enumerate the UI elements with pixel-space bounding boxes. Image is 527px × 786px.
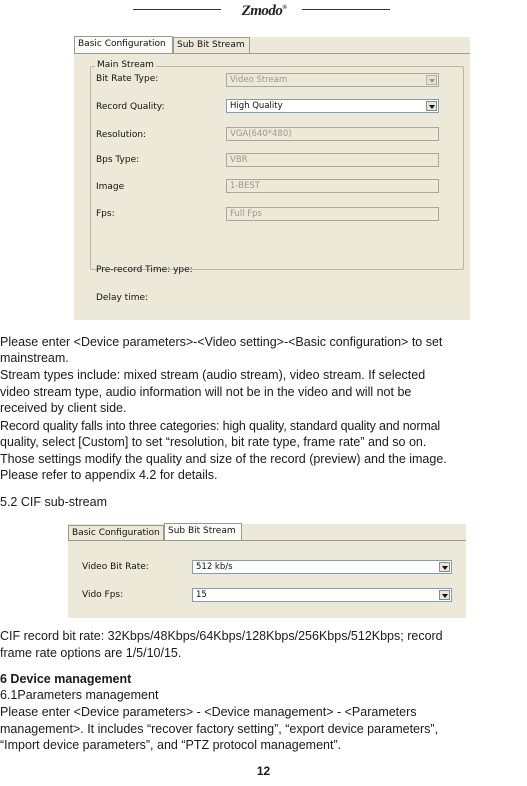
tab-basic-configuration[interactable]: Basic Configuration: [68, 525, 164, 541]
video-bit-rate-label: Video Bit Rate:: [82, 562, 149, 572]
paragraph-line: management>. It includes “recover factory setting”, “export device parameters”,: [0, 722, 439, 736]
paragraph-line: Please enter <Device parameters> - <Device management> - <Parameters: [0, 705, 417, 719]
record-quality-value: High Quality: [230, 101, 283, 111]
paragraph-line: Please refer to appendix 4.2 for details.: [0, 468, 218, 482]
video-fps-value: 15: [196, 590, 207, 600]
record-quality-select[interactable]: [226, 99, 439, 113]
header-rule-right: [302, 9, 390, 10]
paragraph-line: “Import device parameters”, and “PTZ protocol management”.: [0, 738, 342, 752]
group-title: Main Stream: [97, 60, 154, 70]
video-bit-rate-value: 512 kb/s: [196, 562, 233, 572]
tab-divider: [74, 53, 470, 54]
page-header: [0, 0, 527, 20]
fps-label: Fps:: [96, 209, 115, 219]
logo-text: Zmodo: [241, 3, 283, 19]
chevron-down-icon: [426, 75, 437, 85]
chevron-down-icon[interactable]: [439, 562, 450, 572]
main-stream-group: [90, 60, 464, 270]
paragraph-line: CIF record bit rate: 32Kbps/48Kbps/64Kbps/128Kbps/256Kbps/512Kbps; record: [0, 629, 443, 643]
delay-time-label: Delay time:: [96, 293, 149, 303]
paragraph-line: Record quality falls into three categories: high quality, standard quality and normal: [0, 419, 441, 433]
section-heading-6: 6 Device management: [0, 672, 132, 686]
tab-sub-bit-stream[interactable]: Sub Bit Stream: [173, 37, 250, 53]
paragraph-line: frame rate options are 1/5/10/15.: [0, 646, 182, 660]
bit-rate-type-select[interactable]: [226, 73, 439, 87]
bps-type-field[interactable]: [226, 153, 439, 167]
record-quality-label: Record Quality:: [96, 102, 165, 112]
paragraph-line: quality, select [Custom] to set “resolution, bit rate type, frame rate” and so on.: [0, 435, 427, 449]
image-field[interactable]: [226, 179, 439, 193]
prerecord-time-label: Pre-record Time: ype:: [96, 265, 193, 275]
subsection-title-6-1: 6.1Parameters management: [0, 688, 159, 702]
image-value: 1-BEST: [230, 181, 260, 191]
resolution-field[interactable]: [226, 127, 439, 141]
paragraph-line: mainstream.: [0, 351, 69, 365]
section-title-5-2: 5.2 CIF sub-stream: [0, 495, 107, 509]
paragraph-line: Please enter <Device parameters>-<Video setting>-<Basic configuration> to set: [0, 335, 443, 349]
paragraph-line: received by client side.: [0, 401, 127, 415]
bps-type-label: Bps Type:: [96, 155, 140, 165]
bit-rate-type-value: Video Stream: [230, 75, 288, 85]
video-bit-rate-select[interactable]: [192, 560, 452, 574]
header-rule-left: [133, 9, 221, 10]
paragraph-line: Stream types include: mixed stream (audio stream), video stream. If selected: [0, 368, 426, 382]
bps-type-value: VBR: [230, 155, 248, 165]
main-stream-dialog: [74, 37, 470, 320]
zmodo-logo: [232, 0, 296, 19]
chevron-down-icon[interactable]: [439, 590, 450, 600]
logo-registered-mark: ®: [282, 5, 287, 11]
resolution-value: VGA(640*480): [230, 129, 292, 139]
video-fps-label: Vido Fps:: [82, 590, 124, 600]
image-label: Image: [96, 182, 125, 192]
tab-basic-configuration[interactable]: Basic Configuration: [74, 36, 173, 54]
paragraph-line: Those settings modify the quality and size of the record (preview) and the image.: [0, 452, 447, 466]
fps-field[interactable]: [226, 207, 439, 221]
video-fps-select[interactable]: [192, 588, 452, 602]
sub-stream-dialog: [68, 524, 466, 618]
tab-divider: [68, 540, 466, 541]
fps-value: Full Fps: [230, 209, 262, 219]
resolution-label: Resolution:: [96, 130, 147, 140]
tab-sub-bit-stream[interactable]: Sub Bit Stream: [164, 523, 242, 541]
page-number: 12: [256, 764, 271, 778]
paragraph-line: video stream type, audio information will not be in the video and will not be: [0, 385, 412, 399]
bit-rate-type-label: Bit Rate Type:: [96, 74, 159, 84]
chevron-down-icon[interactable]: [426, 101, 437, 111]
